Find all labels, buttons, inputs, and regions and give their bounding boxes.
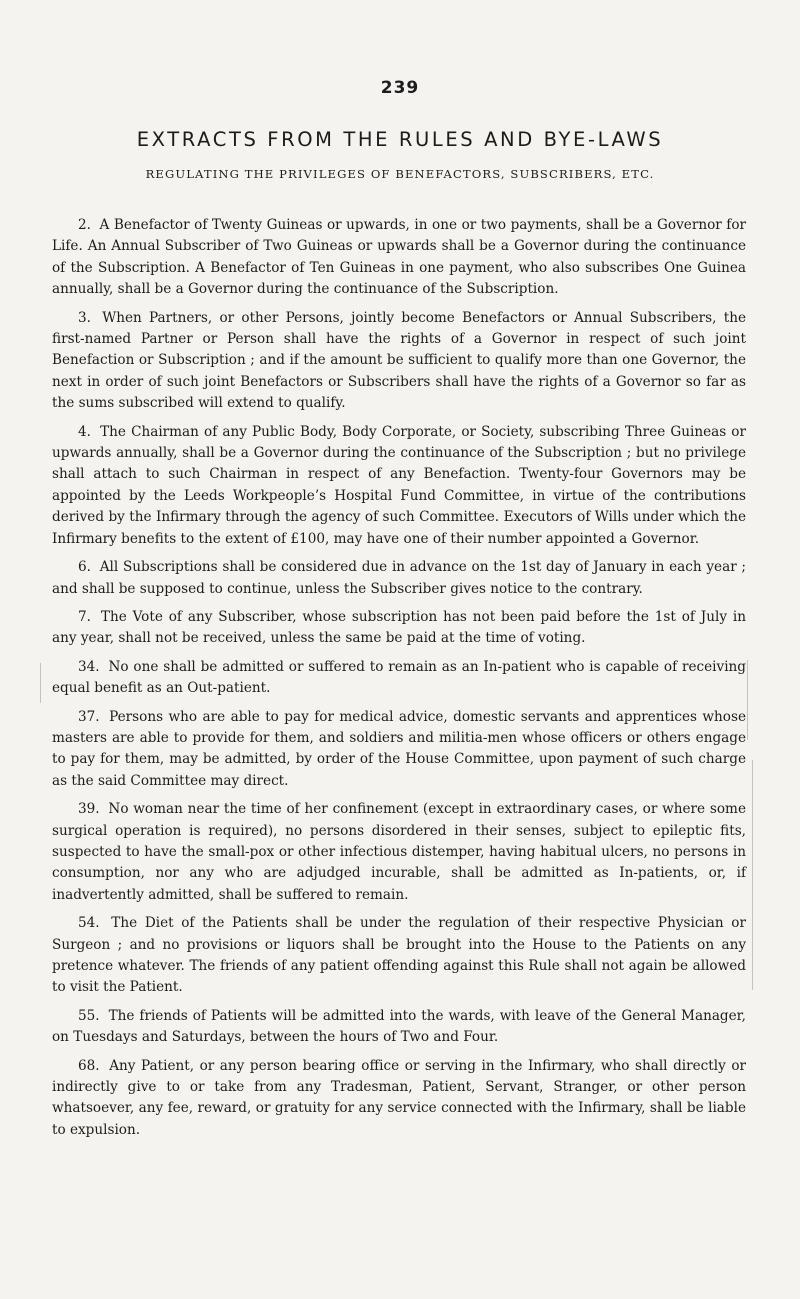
rule-paragraph	[52, 1006, 746, 1049]
rule-paragraph	[52, 557, 746, 600]
rule-paragraph	[52, 913, 746, 999]
rule-text: All Subscriptions shall be considered due in advance on the 1st day of January in each year ; and shall be supposed to continue, unless the Subscriber gives notice to the contrary.	[52, 559, 747, 597]
margin-mark	[747, 660, 748, 740]
rule-text: The Vote of any Subscriber, whose subscription has not been paid before the 1st of July in any year, shall not be received, unless the same be paid at the time of voting.	[52, 608, 746, 647]
rule-number: 68.	[78, 1057, 100, 1074]
rule-number: 6.	[78, 559, 91, 576]
document-subtitle: REGULATING THE PRIVILEGES OF BENEFACTORS, SUBSCRIBERS, ETC.	[145, 167, 655, 181]
rule-paragraph	[52, 707, 746, 793]
rule-text: When Partners, or other Persons, jointly become Benefactors or Annual Subscribers, the first-named Partner or Person shall have the rights of a Governor in respect of such joint Benefaction or Subscription ; and if the amount be sufficient to qualify more than one Governor, the next in order of such joint Benefactors or Subscribers shall have the rights of a Governor so far as the sums subscribed will extend to qualify.	[52, 309, 746, 412]
page-number: 239	[380, 78, 420, 98]
rule-text: The Diet of the Patients shall be under the regulation of their respective Physician or Surgeon ; and no provisions or liquors shall be brought into the House to the Patients on any pretence whatever. The friends of any patient offending against this Rule shall not again be allowed to visit the Patient.	[52, 915, 746, 996]
rule-number: 2.	[78, 217, 91, 233]
rule-text: No one shall be admitted or suffered to remain as an In-patient who is capable of receiving equal benefit as an Out-patient.	[52, 658, 746, 697]
margin-mark	[40, 663, 41, 703]
rule-number: 7.	[78, 608, 91, 625]
rule-number: 4.	[78, 423, 91, 440]
rule-number: 39.	[78, 801, 100, 818]
rule-number: 55.	[78, 1007, 100, 1024]
rule-number: 37.	[78, 708, 100, 725]
margin-mark	[752, 760, 753, 990]
rule-number: 34.	[78, 658, 100, 675]
rule-paragraph	[52, 422, 746, 550]
document-title: EXTRACTS FROM THE RULES AND BYE-LAWS	[136, 128, 664, 151]
rule-paragraph	[52, 657, 746, 700]
rules-body	[52, 215, 746, 1148]
rule-text: Persons who are able to pay for medical advice, domestic servants and apprentices whose masters are able to provide for them, and soldiers and militia-men whose officers or others engage to pay for them, may be admitted, by order of the House Committee, upon payment of such charge as the said Committee may direct.	[52, 708, 746, 789]
rule-text: Any Patient, or any person bearing office or serving in the Infirmary, who shall directly or indirectly give to or take from any Tradesman, Patient, Servant, Stranger, or other person whatsoever, any fee, reward, or gratuity for any service connected with the Infirmary, shall be liable to expulsion.	[52, 1057, 746, 1138]
rule-paragraph	[52, 799, 746, 906]
rule-text: No woman near the time of her confinement (except in extraordinary cases, or where some surgical operation is required), no persons disordered in their senses, subject to epileptic fits, suspected to have the small-pox or other infectious distemper, having habitual ulcers, no persons in consumption, nor any who are adjudged incurable, shall be admitted as In-patients, or, if inadvertently admitted, shall be suffered to remain.	[52, 801, 746, 903]
rule-paragraph	[52, 607, 746, 650]
rule-number: 54.	[78, 915, 100, 932]
rule-text: The Chairman of any Public Body, Body Corporate, or Society, subscribing Three Guineas or upwards annually, shall be a Governor during the continuance of the Subscription ; but no privilege shall attach to such Chairman in respect of any Benefaction. Twenty-four Governors may be appointed by the Leeds Workpeople’s Hospital Fund Committee, in virtue of the contributions derived by the Infirmary through the agency of such Committee. Executors of Wills under which the Infirmary benefits to the extent of £100, may have one of their number appointed a Governor.	[52, 423, 746, 547]
rule-paragraph	[52, 215, 746, 301]
rule-text: The friends of Patients will be admitted into the wards, with leave of the General Manager, on Tuesdays and Saturdays, between the hours of Two and Four.	[52, 1007, 746, 1046]
rule-paragraph	[52, 308, 746, 415]
rule-number: 3.	[78, 309, 91, 326]
rule-paragraph	[52, 1056, 746, 1142]
rule-text: A Benefactor of Twenty Guineas or upwards, in one or two payments, shall be a Governor for Life. An Annual Subscriber of Two Guineas or upwards shall be a Governor during the continuance of the Subscription. A Benefactor of Ten Guineas in one payment, who also subscribes One Guinea annually, shall be a Governor during the continuance of the Subscription.	[52, 217, 747, 298]
